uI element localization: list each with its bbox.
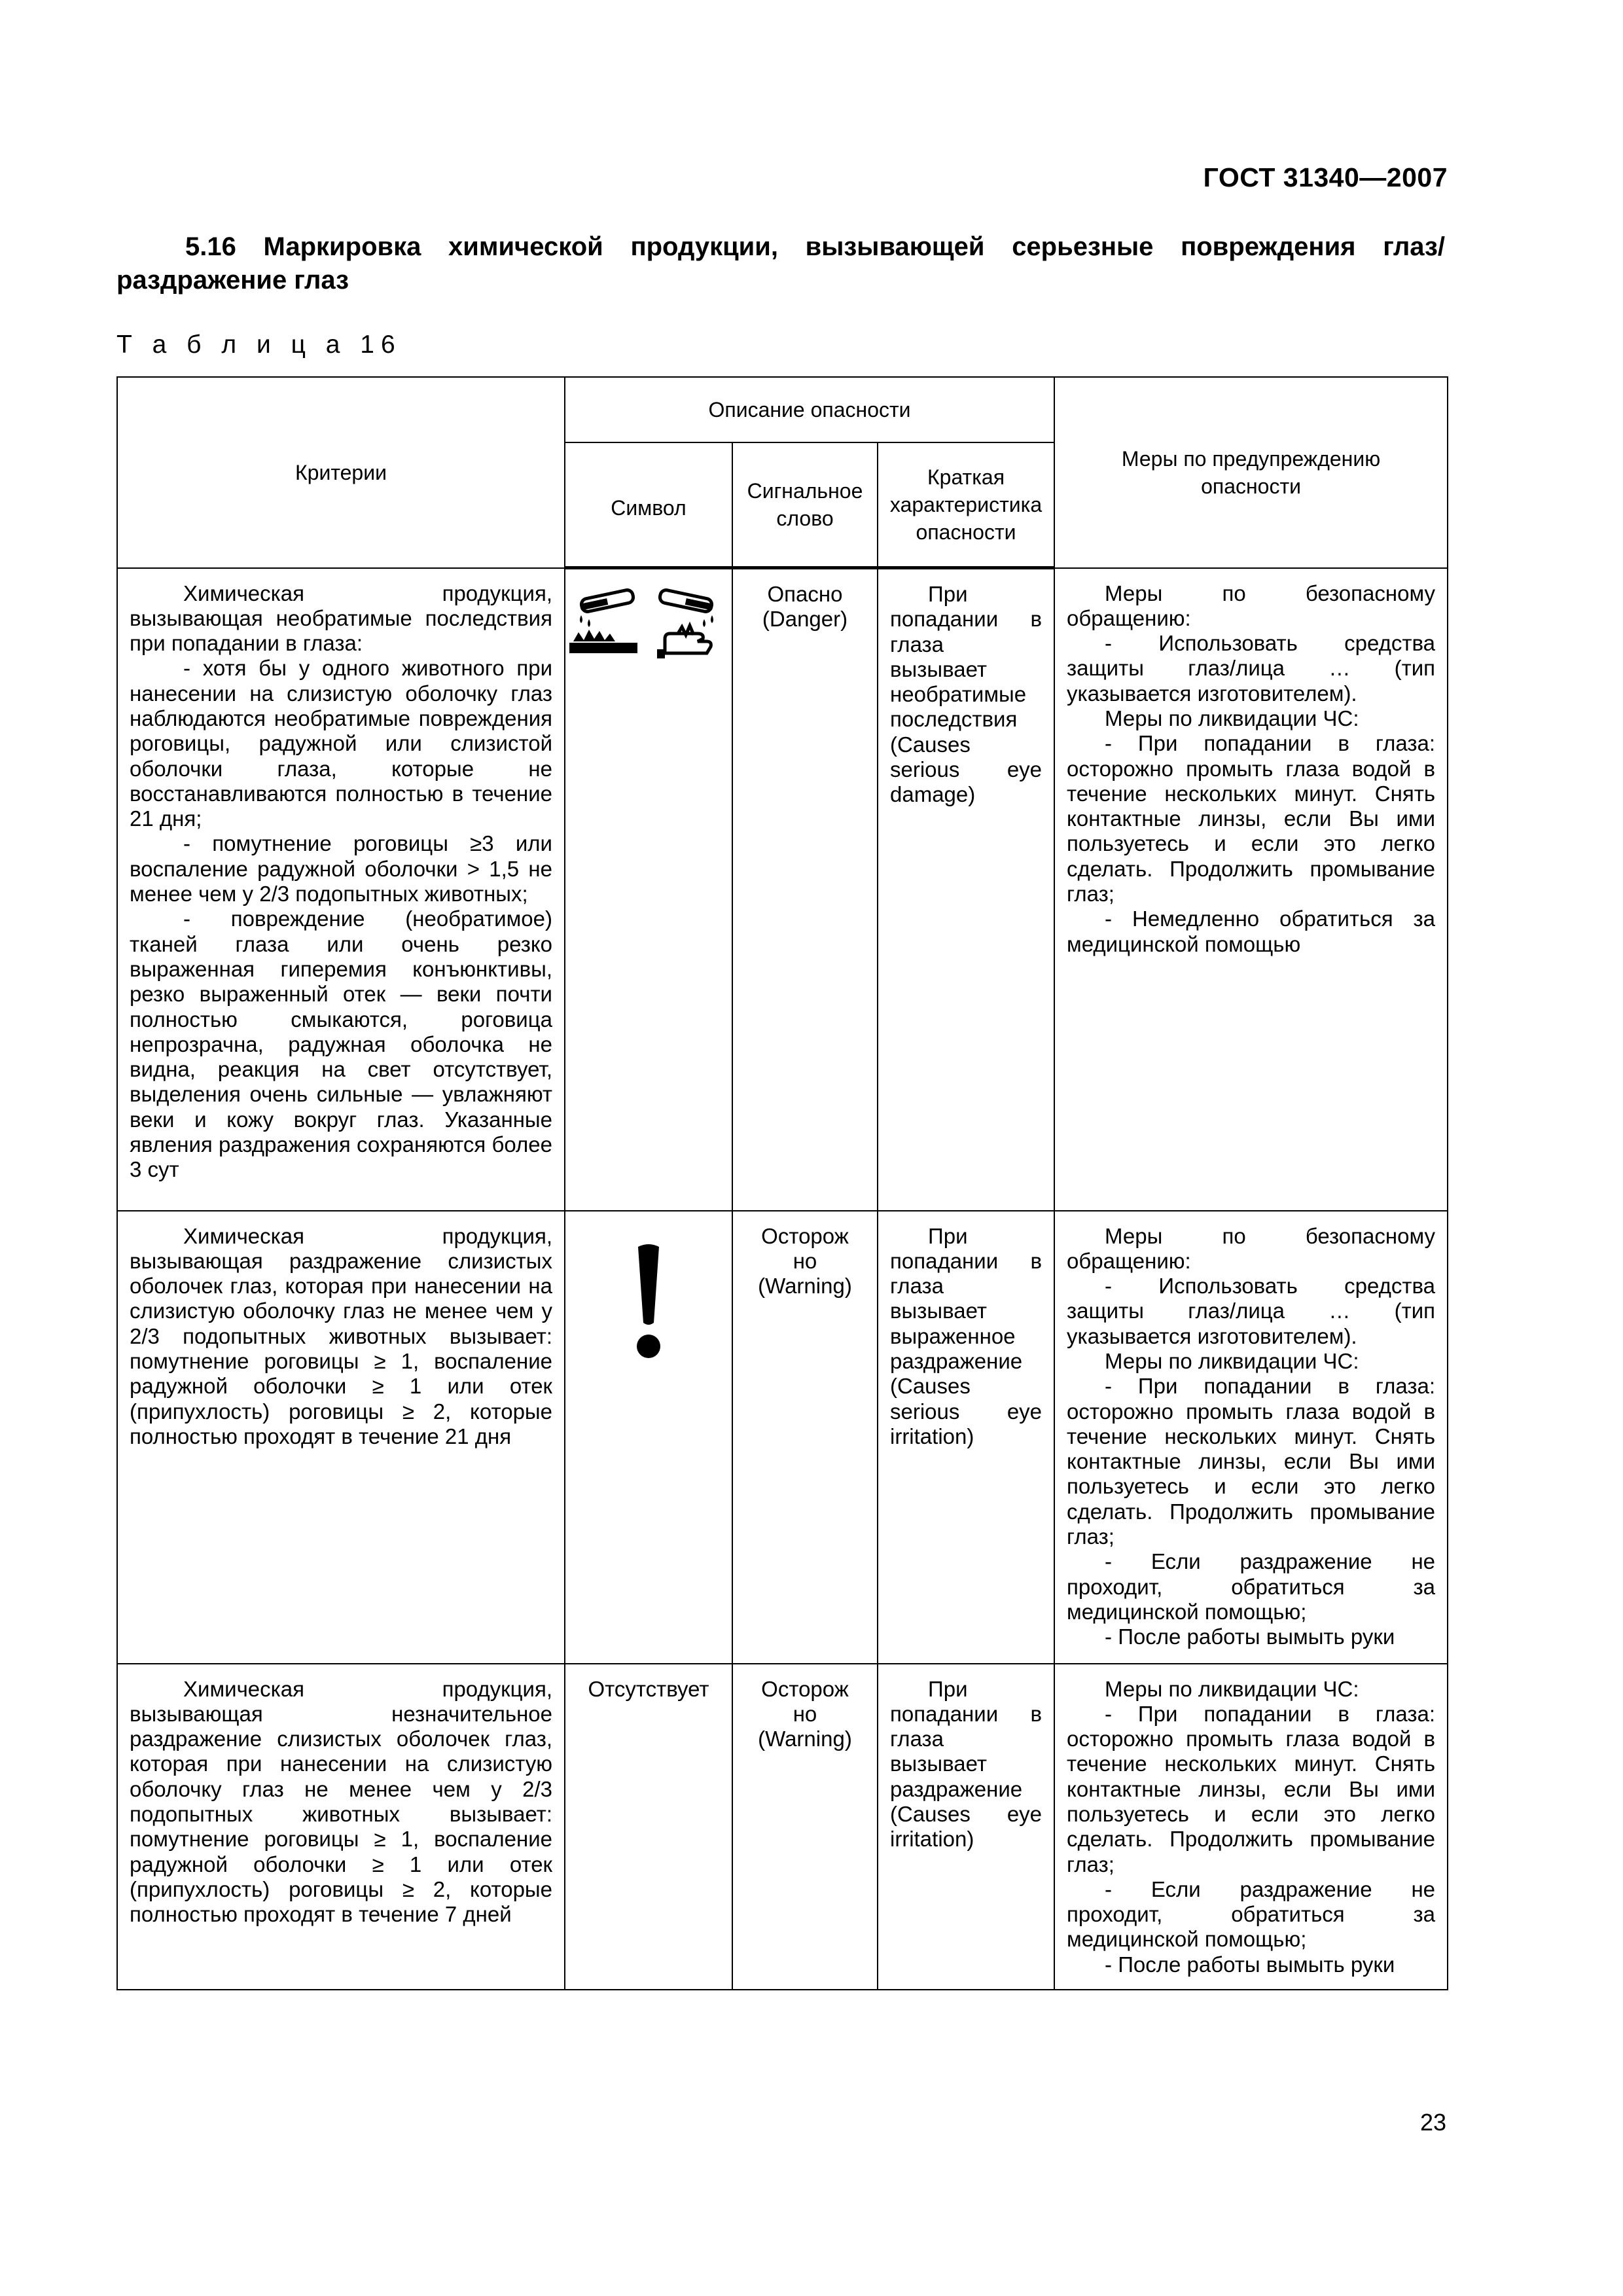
signal-word-en: (Danger) (762, 607, 848, 632)
symbol-cell (565, 568, 732, 1211)
criteria-cell (117, 1664, 565, 1990)
signal-word-en: (Warning) (758, 1274, 852, 1299)
criteria-cell (117, 568, 565, 1211)
measures-cell (1054, 1211, 1448, 1664)
signal-word: Осторожно (761, 1223, 849, 1273)
table-row (117, 1211, 1448, 1664)
header-criteria: Критерии (117, 377, 565, 568)
section-heading: 5.16 Маркировка химической продукции, вызывающей серьезные повреждения глаз/раздражение глаз (116, 232, 1445, 295)
measures-paragraph: - При попадании в глаза: осторожно промыть глаза водой в течение нескольких минут. Снять контактные линзы, если Вы ими пользуетесь и если это легко сделать. Продолжить промывание глаз; (1067, 731, 1436, 906)
corrosion-icon (567, 581, 730, 666)
measures-paragraph: - При попадании в глаза: осторожно промыть глаза водой в течение нескольких минут. Снять контактные линзы, если Вы ими пользуетесь и если это легко сделать. Продолжить промывание глаз; (1067, 1701, 1436, 1876)
hazard-table (116, 376, 1448, 1990)
header-prevention-measures (1054, 377, 1448, 568)
table-caption: Т а б л и ц а 16 (116, 331, 402, 359)
measures-paragraph: - При попадании в глаза: осторожно промыть глаза водой в течение нескольких минут. Снять контактные линзы, если Вы ими пользуетесь и если это легко сделать. Продолжить промывание глаз; (1067, 1374, 1436, 1549)
measures-paragraph: - Если раздражение не проходит, обратиться за медицинской помощью; (1067, 1876, 1436, 1952)
criteria-paragraph: Химическая продукция, вызывающая незначительное раздражение слизистых оболочек глаз, которая при нанесении на слизистую оболочку глаз не менее чем у 2/3 подопытных животных вызывает: помутнение роговицы ≥ 1, воспаление радужной оболочки ≥ 1 или отек (припухлость) роговицы ≥ 2, которые полностью проходят в течение 7 дней (130, 1676, 552, 1927)
characteristic-text: При попадании в глаза вызывает выраженное раздражение (Causes serious eye irritation) (890, 1223, 1043, 1448)
measures-paragraph: - Немедленно обратиться за медицинской помощью (1067, 906, 1436, 956)
criteria-cell (117, 1211, 565, 1664)
characteristic-text: При попадании в глаза вызывает необратимые последствия (Causes serious eye damage) (890, 582, 1043, 807)
table-row (117, 1664, 1448, 1990)
header-short-characteristic-text: Краткая характеристика опасности (889, 465, 1043, 544)
header-short-characteristic (878, 442, 1054, 568)
measures-cell (1054, 1664, 1448, 1990)
header-prevention-measures-text: Меры по предупреждению опасности (1121, 446, 1381, 498)
header-signal-word (732, 442, 878, 568)
characteristic-cell (878, 1211, 1054, 1664)
header-hazard-description: Описание опасности (565, 377, 1054, 442)
signal-word-cell (732, 1664, 878, 1990)
signal-word-cell (732, 568, 878, 1211)
table-row (117, 568, 1448, 1211)
measures-paragraph: Меры по ликвидации ЧС: (1105, 1676, 1359, 1701)
signal-word-en: (Warning) (758, 1727, 852, 1751)
signal-word-cell (732, 1211, 878, 1664)
characteristic-cell (878, 568, 1054, 1211)
page-number: 23 (1419, 2109, 1446, 2136)
measures-paragraph: - После работы вымыть руки (1105, 1952, 1395, 1977)
measures-paragraph: - Если раздражение не проходит, обратиться за медицинской помощью; (1067, 1549, 1436, 1624)
criteria-paragraph: - помутнение роговицы ≥3 или воспаление радужной оболочки > 1,5 не менее чем у 2/3 подопытных животных; (130, 831, 552, 906)
criteria-paragraph: Химическая продукция, вызывающая раздражение слизистых оболочек глаз, которая при нанесении на слизистую оболочку глаз не менее чем у 2/3 подопытных животных вызывает: помутнение роговицы ≥ 1, воспаление радужной оболочки ≥ 1 или отек (припухлость) роговицы ≥ 2, которые полностью проходят в течение 21 дня (130, 1223, 552, 1448)
symbol-cell (565, 1664, 732, 1990)
characteristic-cell (878, 1664, 1054, 1990)
measures-paragraph: Меры по ликвидации ЧС: (1105, 1348, 1359, 1373)
symbol-cell (565, 1211, 732, 1664)
measures-cell (1054, 568, 1448, 1211)
characteristic-text: При попадании в глаза вызывает раздражение (Causes eye irritation) (890, 1676, 1043, 1852)
table-header-row (117, 377, 1448, 442)
criteria-paragraph: Химическая продукция, вызывающая необратимые последствия при попадании в глаза: (130, 581, 552, 656)
header-symbol: Символ (565, 442, 732, 568)
criteria-paragraph: - хотя бы у одного животного при нанесении на слизистую оболочку глаз наблюдаются необратимые повреждения роговицы, радужной или слизистой оболочки глаза, которые не восстанавливаются полностью в течение 21 дня; (130, 656, 552, 831)
measures-paragraph: Меры по ликвидации ЧС: (1105, 706, 1359, 730)
criteria-paragraph: - повреждение (необратимое) тканей глаза или очень резко выраженная гиперемия конъюнктивы, резко выраженный отек — веки почти полностью смыкаются, роговица непрозрачна, радужная оболочка не видна, реакция на свет отсутствует, выделения очень сильные — увлажняют веки и кожу вокруг глаз. Указанные явления раздражения сохраняются более 3 сут (130, 906, 552, 1182)
measures-paragraph: - Использовать средства защиты глаз/лица … (тип указывается изготовителем). (1067, 631, 1436, 706)
measures-paragraph: - После работы вымыть руки (1105, 1624, 1395, 1649)
header-signal-word-text: Сигнальное слово (747, 479, 863, 530)
measures-paragraph: Меры по безопасному обращению: (1067, 1223, 1436, 1273)
symbol-absent-text: Отсутствует (588, 1676, 709, 1701)
signal-word: Осторожно (761, 1676, 849, 1726)
document-code: ГОСТ 31340—2007 (1203, 162, 1448, 192)
signal-word: Опасно (767, 582, 843, 606)
measures-paragraph: - Использовать средства защиты глаз/лица … (тип указывается изготовителем). (1067, 1274, 1436, 1348)
exclamation-icon (629, 1243, 668, 1361)
measures-paragraph: Меры по безопасному обращению: (1067, 581, 1436, 630)
